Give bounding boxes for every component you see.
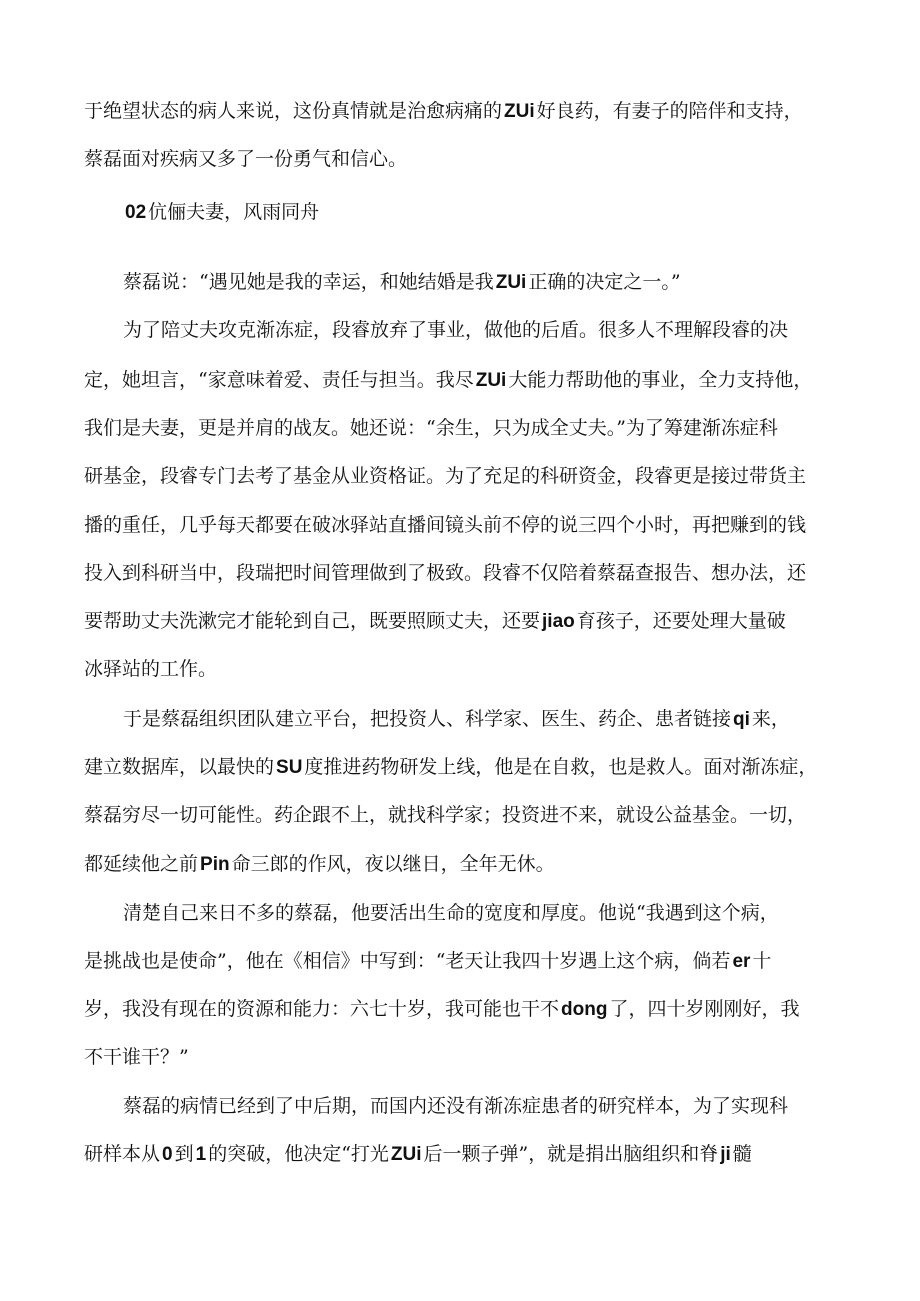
text-line: 蔡磊面对疾病又多了一份勇气和信心。 — [84, 148, 408, 170]
text-line: 定，她坦言，“家意味着爱、责任与担当。我尽 ZUi 大能力帮助他的事业，全力支持他， — [84, 369, 813, 391]
text-line: 研基金，段睿专门去考了基金从业资格证。为了充足的科研资金，段睿更是接过带货主 — [84, 465, 807, 487]
text-line: 建立数据库，以最快的 SU 度推进药物研发上线，他是在自救，也是救人。面对渐冻症， — [84, 756, 818, 778]
text-line: 是挑战也是使命”，他在《相信》中写到：“老天让我四十岁遇上这个病，倘若 er 十 — [84, 950, 772, 972]
text-line: 投入到科研当中，段瑞把时间管理做到了极致。段睿不仅陪着蔡磊查报告、想办法，还 — [84, 562, 807, 584]
text-line: 要帮助丈夫洗漱完才能轮到自己，既要照顾丈夫，还要 jiao 育孩子，还要处理大量破 — [84, 610, 786, 632]
text-line: 都延续他之前 Pin 命三郎的作风，夜以继日，全年无休。 — [84, 853, 555, 875]
text-line: 清楚自己来日不多的蔡磊，他要活出生命的宽度和厚度。他说“我遇到这个病， — [123, 902, 779, 924]
text-line: 蔡磊的病情已经到了中后期，而国内还没有渐冻症患者的研究样本，为了实现科 — [123, 1095, 789, 1117]
text-line: 播的重任，几乎每天都要在破冰驿站直播间镜头前不停的说三四个小时，再把赚到的钱 — [84, 514, 807, 536]
text-line: 于绝望状态的病人来说，这份真情就是治愈病痛的 ZUi 好良药，有妻子的陪伴和支持， — [84, 100, 803, 122]
text-line: 为了陪丈夫攻克渐冻症，段睿放弃了事业，做他的后盾。很多人不理解段睿的决 — [123, 319, 789, 341]
text-line: 我们是夫妻，更是并肩的战友。她还说：“余生，只为成全丈夫。”为了筹建渐冻症科 — [84, 417, 778, 439]
text-line: 冰驿站的工作。 — [84, 658, 218, 680]
text-line: 研样本从 0 到 1 的突破，他决定“打光 ZUi 后一颗子弹”，就是捐出脑组织和脊 ji 髓 — [84, 1143, 752, 1165]
text-line: 蔡磊穷尽一切可能性。药企跟不上，就找科学家；投资进不来，就设公益基金。一切， — [84, 804, 807, 826]
text-line: 于是蔡磊组织团队建立平台，把投资人、科学家、医生、药企、患者链接 qi 来， — [123, 708, 790, 730]
text-line: 不干谁干？” — [84, 1046, 189, 1068]
section-heading: 02 伉俪夫妻，风雨同舟 — [125, 201, 320, 223]
text-line: 岁，我没有现在的资源和能力：六七十岁，我可能也干不 dong 了，四十岁刚刚好，我 — [84, 998, 800, 1020]
text-line: 蔡磊说：“遇见她是我的幸运，和她结婚是我 ZUi 正确的决定之一。” — [123, 271, 681, 293]
